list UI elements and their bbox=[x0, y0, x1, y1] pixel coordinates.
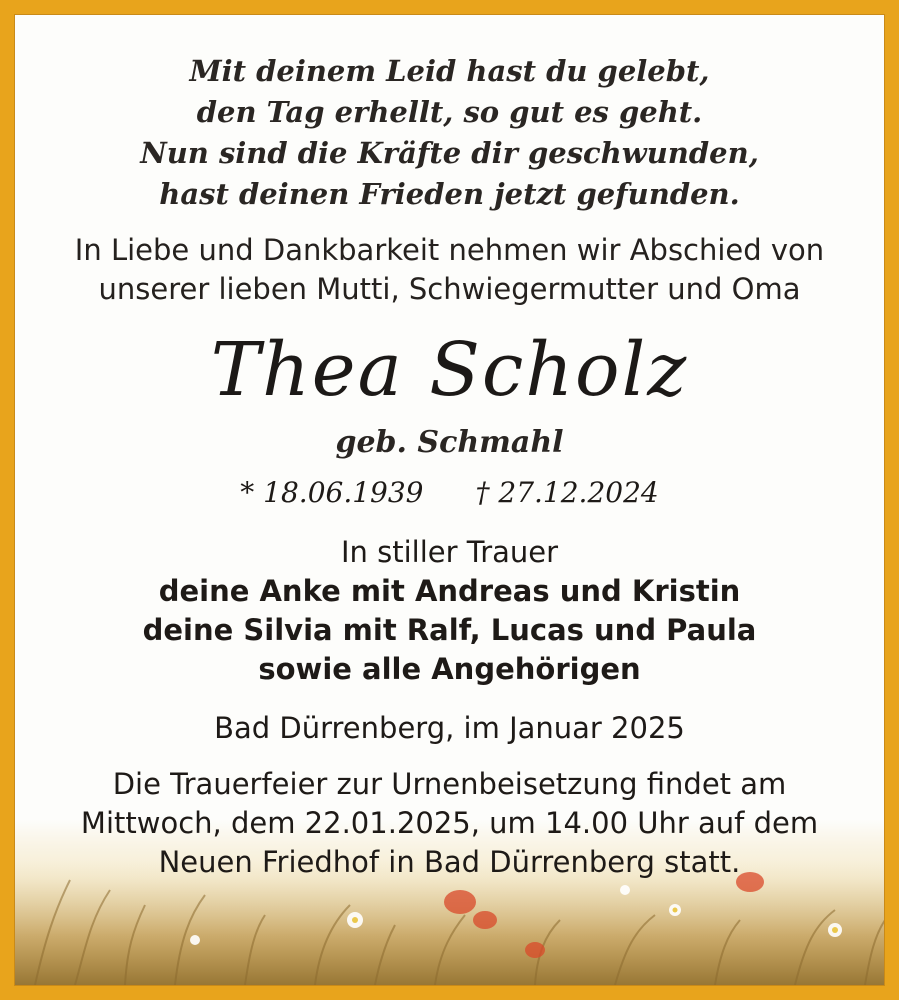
poem bbox=[15, 51, 884, 215]
place-and-date: Bad Dürrenberg, im Januar 2025 bbox=[214, 711, 685, 745]
poem-line: hast deinen Frieden jetzt gefunden. bbox=[159, 177, 740, 211]
poem-line: Mit deinem Leid hast du gelebt, bbox=[189, 54, 710, 88]
mourners bbox=[15, 533, 884, 689]
maiden-name: geb. Schmahl bbox=[335, 425, 564, 460]
mourner-line: deine Silvia mit Ralf, Lucas und Paula bbox=[142, 613, 757, 647]
mourning-heading: In stiller Trauer bbox=[340, 535, 559, 569]
poem-line: Nun sind die Kräfte dir geschwunden, bbox=[140, 136, 759, 170]
deceased-name: Thea Scholz bbox=[210, 327, 689, 413]
intro-line: In Liebe und Dankbarkeit nehmen wir Abschied von bbox=[74, 233, 825, 267]
mourner-line: sowie alle Angehörigen bbox=[258, 652, 641, 686]
obituary-card bbox=[15, 15, 884, 985]
service-line: Neuen Friedhof in Bad Dürrenberg statt. bbox=[158, 845, 741, 879]
intro-line: unserer lieben Mutti, Schwiegermutter und Oma bbox=[98, 272, 801, 306]
mourner-line: deine Anke mit Andreas und Kristin bbox=[158, 574, 741, 608]
farewell-intro bbox=[15, 231, 884, 309]
death-date: † 27.12.2024 bbox=[475, 476, 659, 509]
life-dates bbox=[15, 473, 884, 513]
funeral-service-info bbox=[15, 765, 884, 882]
service-line: Mittwoch, dem 22.01.2025, um 14.00 Uhr auf dem bbox=[80, 806, 819, 840]
service-line: Die Trauerfeier zur Urnenbeisetzung findet am bbox=[112, 767, 787, 801]
poem-line: den Tag erhellt, so gut es geht. bbox=[196, 95, 703, 129]
birth-date: * 18.06.1939 bbox=[240, 476, 424, 509]
